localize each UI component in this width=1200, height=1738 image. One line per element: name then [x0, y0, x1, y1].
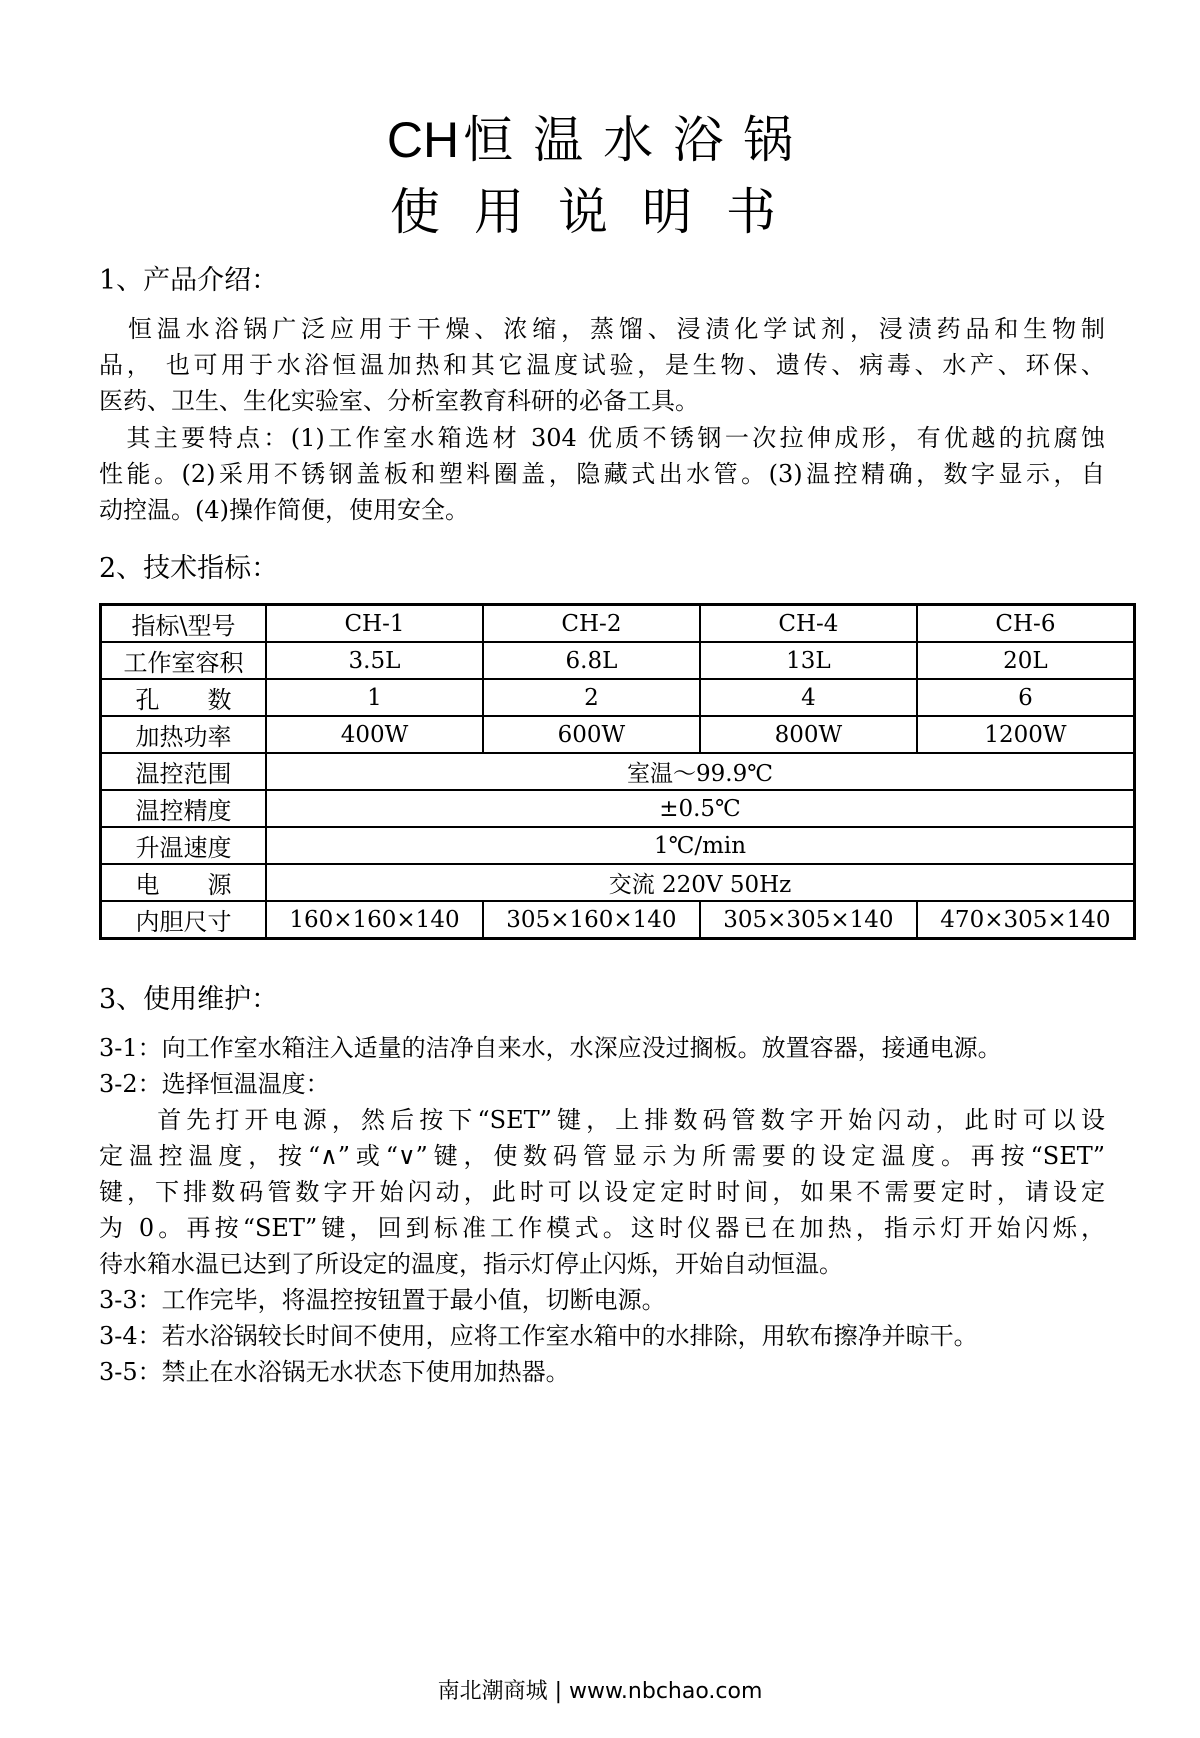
table-cell: 交流 220V 50Hz: [266, 864, 1135, 901]
table-cell: 孔 数: [101, 679, 267, 716]
spec-heading: 2、技术指标：: [99, 553, 279, 584]
table-row: [101, 642, 1135, 679]
table-cell: 470×305×140: [917, 901, 1135, 939]
intro-line: 其主要特点：(1)工作室水箱选材 304 优质不锈钢一次拉伸成形，有优越的抗腐蚀: [99, 424, 1105, 452]
table-cell: 温控范围: [101, 753, 267, 790]
table-row: [101, 716, 1135, 753]
table-cell: 升温速度: [101, 827, 267, 864]
use-line: 3-1：向工作室水箱注入适量的洁净自来水，水深应没过搁板。放置容器，接通电源。: [99, 1034, 1002, 1062]
intro-line: 动控温。(4)操作简便，使用安全。: [99, 496, 469, 524]
table-cell: 内胆尺寸: [101, 901, 267, 939]
intro-line: 医药、卫生、生化实验室、分析室教育科研的必备工具。: [99, 387, 699, 415]
table-row: [101, 605, 1135, 643]
footer-watermark: 南北潮商城 | www.nbchao.com: [437, 1679, 763, 1704]
table-cell: 4: [700, 679, 917, 716]
table-row: [101, 901, 1135, 939]
table-row: [101, 790, 1135, 827]
table-cell: 2: [483, 679, 700, 716]
table-cell: ±0.5℃: [266, 790, 1135, 827]
table-cell: 电 源: [101, 864, 267, 901]
table-cell: 6: [917, 679, 1135, 716]
use-line: 3-3：工作完毕，将温控按钮置于最小值，切断电源。: [99, 1286, 666, 1314]
title-main: 恒温水浴锅: [463, 111, 814, 169]
table-cell: CH-4: [700, 605, 917, 643]
use-line: 为 0。再按“SET”键，回到标准工作模式。这时仪器已在加热，指示灯开始闪烁，: [99, 1214, 1105, 1242]
use-line: 3-5：禁止在水浴锅无水状态下使用加热器。: [99, 1358, 570, 1386]
table-cell: 305×160×140: [483, 901, 700, 939]
intro-line: 性能。(2)采用不锈钢盖板和塑料圈盖，隐藏式出水管。(3)温控精确，数字显示，自: [99, 460, 1105, 488]
table-cell: 305×305×140: [700, 901, 917, 939]
table-cell: 800W: [700, 716, 917, 753]
use-heading: 3、使用维护：: [99, 984, 279, 1015]
table-cell: CH-6: [917, 605, 1135, 643]
title-prefix: CH: [386, 112, 460, 168]
table-cell: 1℃/min: [266, 827, 1135, 864]
use-line: 3-2：选择恒温温度：: [99, 1070, 330, 1098]
table-cell: CH-2: [483, 605, 700, 643]
table-cell: 指标\型号: [101, 605, 267, 643]
table-cell: 13L: [700, 642, 917, 679]
doc-title: [0, 100, 1200, 172]
doc-subtitle: 使用说明书: [390, 183, 810, 241]
use-line: 定温控温度，按“∧”或“∨”键，使数码管显示为所需要的设定温度。再按“SET”: [99, 1142, 1105, 1170]
table-cell: CH-1: [266, 605, 483, 643]
intro-heading: 1、产品介绍：: [99, 265, 279, 296]
table-cell: 20L: [917, 642, 1135, 679]
table-row: [101, 864, 1135, 901]
table-cell: 加热功率: [101, 716, 267, 753]
table-cell: 600W: [483, 716, 700, 753]
table-row: [101, 827, 1135, 864]
use-line: 键，下排数码管数字开始闪动，此时可以设定定时时间，如果不需要定时，请设定: [99, 1178, 1105, 1206]
use-line: 首先打开电源，然后按下“SET”键，上排数码管数字开始闪动，此时可以设: [99, 1106, 1105, 1134]
table-cell: 6.8L: [483, 642, 700, 679]
table-cell: 400W: [266, 716, 483, 753]
table-cell: 1: [266, 679, 483, 716]
table-cell: 3.5L: [266, 642, 483, 679]
table-row: [101, 679, 1135, 716]
spec-table: [99, 603, 1136, 940]
table-cell: 工作室容积: [101, 642, 267, 679]
use-line: 3-4：若水浴锅较长时间不使用，应将工作室水箱中的水排除，用软布擦净并晾干。: [99, 1322, 978, 1350]
table-cell: 160×160×140: [266, 901, 483, 939]
intro-line: 品， 也可用于水浴恒温加热和其它温度试验，是生物、遗传、病毒、水产、环保、: [99, 351, 1105, 379]
table-cell: 温控精度: [101, 790, 267, 827]
table-cell: 1200W: [917, 716, 1135, 753]
table-cell: 室温～99.9℃: [266, 753, 1135, 790]
intro-line: 恒温水浴锅广泛应用于干燥、浓缩，蒸馏、浸渍化学试剂，浸渍药品和生物制: [99, 315, 1105, 343]
table-row: [101, 753, 1135, 790]
use-line: 待水箱水温已达到了所设定的温度，指示灯停止闪烁，开始自动恒温。: [99, 1250, 843, 1278]
